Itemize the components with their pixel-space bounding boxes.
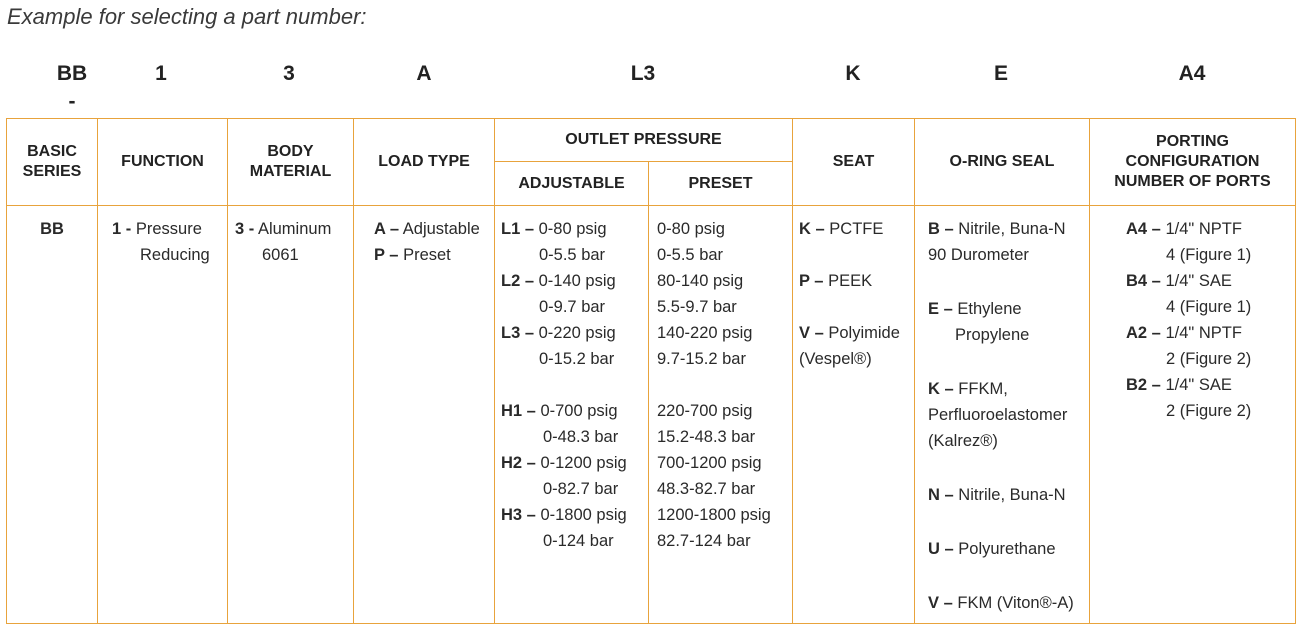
code-porting: A4 bbox=[1178, 62, 1206, 85]
seat-item: P – PEEK bbox=[799, 272, 873, 290]
adjustable-bar: 0-5.5 bar bbox=[539, 246, 606, 264]
header-porting: PORTING CONFIGURATION NUMBER OF PORTS bbox=[1090, 119, 1296, 206]
cell-adjustable bbox=[495, 206, 649, 624]
header-basic-series: BASIC SERIES bbox=[7, 119, 98, 206]
preset-bar: 9.7-15.2 bar bbox=[657, 350, 746, 368]
code-load-type: A bbox=[416, 62, 432, 85]
porting-item-cont: 2 (Figure 2) bbox=[1166, 402, 1252, 420]
preset-psig: 0-80 psig bbox=[657, 220, 725, 238]
porting-item-cont: 2 (Figure 2) bbox=[1166, 350, 1252, 368]
example-part-number bbox=[0, 60, 1300, 114]
code-value: BB bbox=[56, 62, 88, 85]
header-seat: SEAT bbox=[793, 119, 915, 206]
preset-psig: 1200-1800 psig bbox=[657, 506, 771, 524]
code-body-material: 3 bbox=[283, 62, 295, 85]
preset-bar: 48.3-82.7 bar bbox=[657, 480, 756, 498]
porting-item: B4 – 1/4" SAE bbox=[1126, 272, 1232, 290]
load-type-item: P – Preset bbox=[374, 246, 451, 264]
code-function: 1 bbox=[155, 62, 167, 85]
header-body-material: BODY MATERIAL bbox=[228, 119, 354, 206]
part-number-table bbox=[6, 118, 1296, 624]
function-code: 1 - bbox=[112, 220, 132, 238]
load-type-item: A – Adjustable bbox=[374, 220, 480, 238]
body-material-code: 3 - bbox=[235, 220, 255, 238]
porting-item: B2 – 1/4" SAE bbox=[1126, 376, 1232, 394]
preset-psig: 700-1200 psig bbox=[657, 454, 762, 472]
cell-oring-seal bbox=[915, 206, 1090, 624]
preset-bar: 5.5-9.7 bar bbox=[657, 298, 737, 316]
adjustable-bar: 0-124 bar bbox=[543, 532, 614, 550]
preset-bar: 82.7-124 bar bbox=[657, 532, 751, 550]
header-function: FUNCTION bbox=[98, 119, 228, 206]
adjustable-item: H1 – 0-700 psig bbox=[501, 402, 618, 420]
porting-item-cont: 4 (Figure 1) bbox=[1166, 246, 1252, 264]
porting-item: A2 – 1/4" NPTF bbox=[1126, 324, 1242, 342]
preset-bar: 0-5.5 bar bbox=[657, 246, 724, 264]
adjustable-bar: 0-48.3 bar bbox=[543, 428, 619, 446]
porting-item: A4 – 1/4" NPTF bbox=[1126, 220, 1242, 238]
cell-basic-series bbox=[7, 206, 98, 624]
seat-item: K – PCTFE bbox=[799, 220, 884, 238]
cell-load-type bbox=[354, 206, 495, 624]
body-material-text: Aluminum bbox=[257, 220, 332, 238]
header-load-type: LOAD TYPE bbox=[354, 119, 495, 206]
intro-text: Example for selecting a part number: bbox=[7, 4, 367, 29]
adjustable-item: L3 – 0-220 psig bbox=[501, 324, 616, 342]
header-oring-seal: O-RING SEAL bbox=[915, 119, 1090, 206]
seat-item: V – Polyimide bbox=[799, 324, 900, 342]
oring-item-cont: (Kalrez®) bbox=[928, 432, 998, 450]
oring-item: B – Nitrile, Buna-N bbox=[928, 220, 1066, 238]
code-basic-series bbox=[46, 60, 98, 116]
code-outlet-pressure: L3 bbox=[630, 62, 656, 85]
cell-seat bbox=[793, 206, 915, 624]
cell-body-material bbox=[228, 206, 354, 624]
adjustable-item: H2 – 0-1200 psig bbox=[501, 454, 627, 472]
seat-item-cont: (Vespel®) bbox=[799, 350, 872, 368]
adjustable-item: L2 – 0-140 psig bbox=[501, 272, 616, 290]
body-material-text-cont: 6061 bbox=[262, 246, 299, 264]
adjustable-item: H3 – 0-1800 psig bbox=[501, 506, 627, 524]
adjustable-bar: 0-9.7 bar bbox=[539, 298, 606, 316]
adjustable-bar: 0-15.2 bar bbox=[539, 350, 615, 368]
oring-item: E – Ethylene bbox=[928, 300, 1022, 318]
oring-item-cont: Propylene bbox=[955, 326, 1030, 344]
oring-item: K – FFKM, bbox=[928, 380, 1008, 398]
adjustable-bar: 0-82.7 bar bbox=[543, 480, 619, 498]
code-oring-seal: E bbox=[993, 62, 1008, 85]
preset-bar: 15.2-48.3 bar bbox=[657, 428, 756, 446]
cell-preset bbox=[649, 206, 793, 624]
preset-psig: 80-140 psig bbox=[657, 272, 744, 290]
porting-item-cont: 4 (Figure 1) bbox=[1166, 298, 1252, 316]
code-separator: - bbox=[68, 90, 76, 113]
header-adjustable: ADJUSTABLE bbox=[495, 162, 649, 206]
function-text: Pressure bbox=[135, 220, 202, 238]
oring-item-cont: Perfluoroelastomer bbox=[928, 406, 1068, 424]
preset-psig: 220-700 psig bbox=[657, 402, 753, 420]
preset-psig: 140-220 psig bbox=[657, 324, 753, 342]
oring-item-cont: 90 Durometer bbox=[928, 246, 1029, 264]
function-text-cont: Reducing bbox=[140, 246, 210, 264]
cell-porting bbox=[1090, 206, 1296, 624]
oring-item: V – FKM (Viton®-A) bbox=[928, 594, 1074, 612]
adjustable-item: L1 – 0-80 psig bbox=[501, 220, 607, 238]
code-seat: K bbox=[845, 62, 861, 85]
header-outlet-pressure: OUTLET PRESSURE bbox=[495, 119, 793, 162]
basic-series-value: BB bbox=[40, 220, 64, 238]
oring-item: N – Nitrile, Buna-N bbox=[928, 486, 1066, 504]
cell-function bbox=[98, 206, 228, 624]
oring-item: U – Polyurethane bbox=[928, 540, 1056, 558]
header-preset: PRESET bbox=[649, 162, 793, 206]
